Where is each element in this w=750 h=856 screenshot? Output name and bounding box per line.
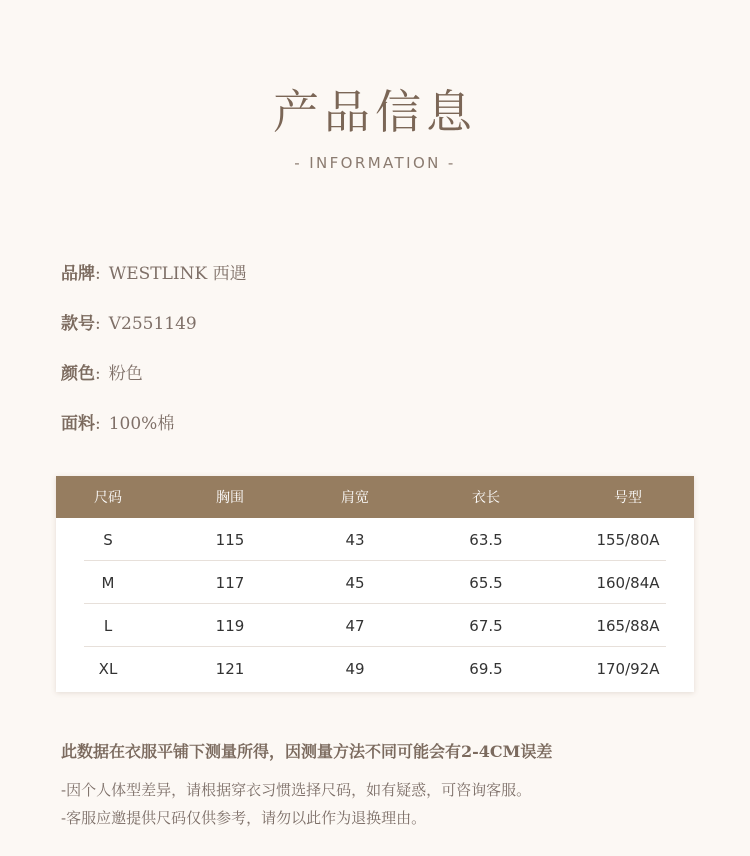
style-number-separator: : — [95, 314, 101, 334]
brand-separator: : — [95, 264, 101, 284]
page-title: 产品信息 — [273, 85, 477, 139]
fabric-value: 100%棉 — [108, 414, 175, 434]
cell-length: 65.5 — [469, 573, 503, 592]
style-number-value: V2551149 — [108, 314, 197, 334]
fabric-separator: : — [95, 414, 101, 434]
size-table-body — [56, 518, 694, 690]
cell-chest: 117 — [215, 573, 245, 592]
color-value: 粉色 — [108, 364, 143, 384]
cell-shoulder: 43 — [345, 530, 365, 549]
cell-shoulder: 47 — [345, 616, 365, 635]
notes-title: 此数据在衣服平铺下测量所得，因测量方法不同可能会有2-4CM误差 — [61, 742, 553, 761]
cell-fit-code: 160/84A — [596, 573, 660, 592]
fabric-label: 面料 — [61, 414, 95, 434]
cell-shoulder: 49 — [345, 659, 365, 678]
cell-length: 63.5 — [469, 530, 503, 549]
color-label: 颜色 — [61, 364, 95, 384]
cell-chest: 119 — [215, 616, 245, 635]
cell-chest: 121 — [215, 659, 245, 678]
size-table — [56, 476, 694, 692]
cell-length: 67.5 — [469, 616, 503, 635]
style-number-row — [61, 312, 247, 362]
color-row — [61, 362, 247, 412]
page-subtitle: - INFORMATION - — [294, 154, 456, 172]
measurement-notes — [61, 740, 711, 828]
brand-value: WESTLINK 西遇 — [108, 264, 247, 284]
cell-size: M — [101, 573, 115, 592]
fabric-row — [61, 412, 247, 462]
header-chest: 胸围 — [216, 490, 244, 506]
brand-label: 品牌 — [61, 264, 95, 284]
cell-fit-code: 155/80A — [596, 530, 660, 549]
note-line: -客服应邀提供尺码仅供参考，请勿以此作为退换理由。 — [61, 809, 427, 827]
brand-row — [61, 262, 247, 312]
cell-shoulder: 45 — [345, 573, 365, 592]
size-table-header — [56, 476, 694, 518]
table-row — [56, 518, 694, 561]
cell-size: S — [103, 530, 113, 549]
cell-size: L — [103, 616, 113, 635]
product-info-list — [61, 262, 247, 462]
cell-length: 69.5 — [469, 659, 503, 678]
cell-fit-code: 165/88A — [596, 616, 660, 635]
table-row — [56, 604, 694, 647]
style-number-label: 款号 — [61, 314, 95, 334]
header-length: 衣长 — [472, 490, 500, 506]
cell-fit-code: 170/92A — [596, 659, 660, 678]
cell-size: XL — [98, 659, 118, 678]
info-header — [0, 82, 750, 172]
header-shoulder: 肩宽 — [341, 490, 369, 506]
header-fit-code: 号型 — [614, 490, 642, 506]
table-row — [56, 647, 694, 690]
cell-chest: 115 — [215, 530, 245, 549]
table-row — [56, 561, 694, 604]
header-size: 尺码 — [94, 490, 122, 506]
note-line: -因个人体型差异，请根据穿衣习惯选择尺码，如有疑惑，可咨询客服。 — [61, 781, 532, 799]
color-separator: : — [95, 364, 101, 384]
